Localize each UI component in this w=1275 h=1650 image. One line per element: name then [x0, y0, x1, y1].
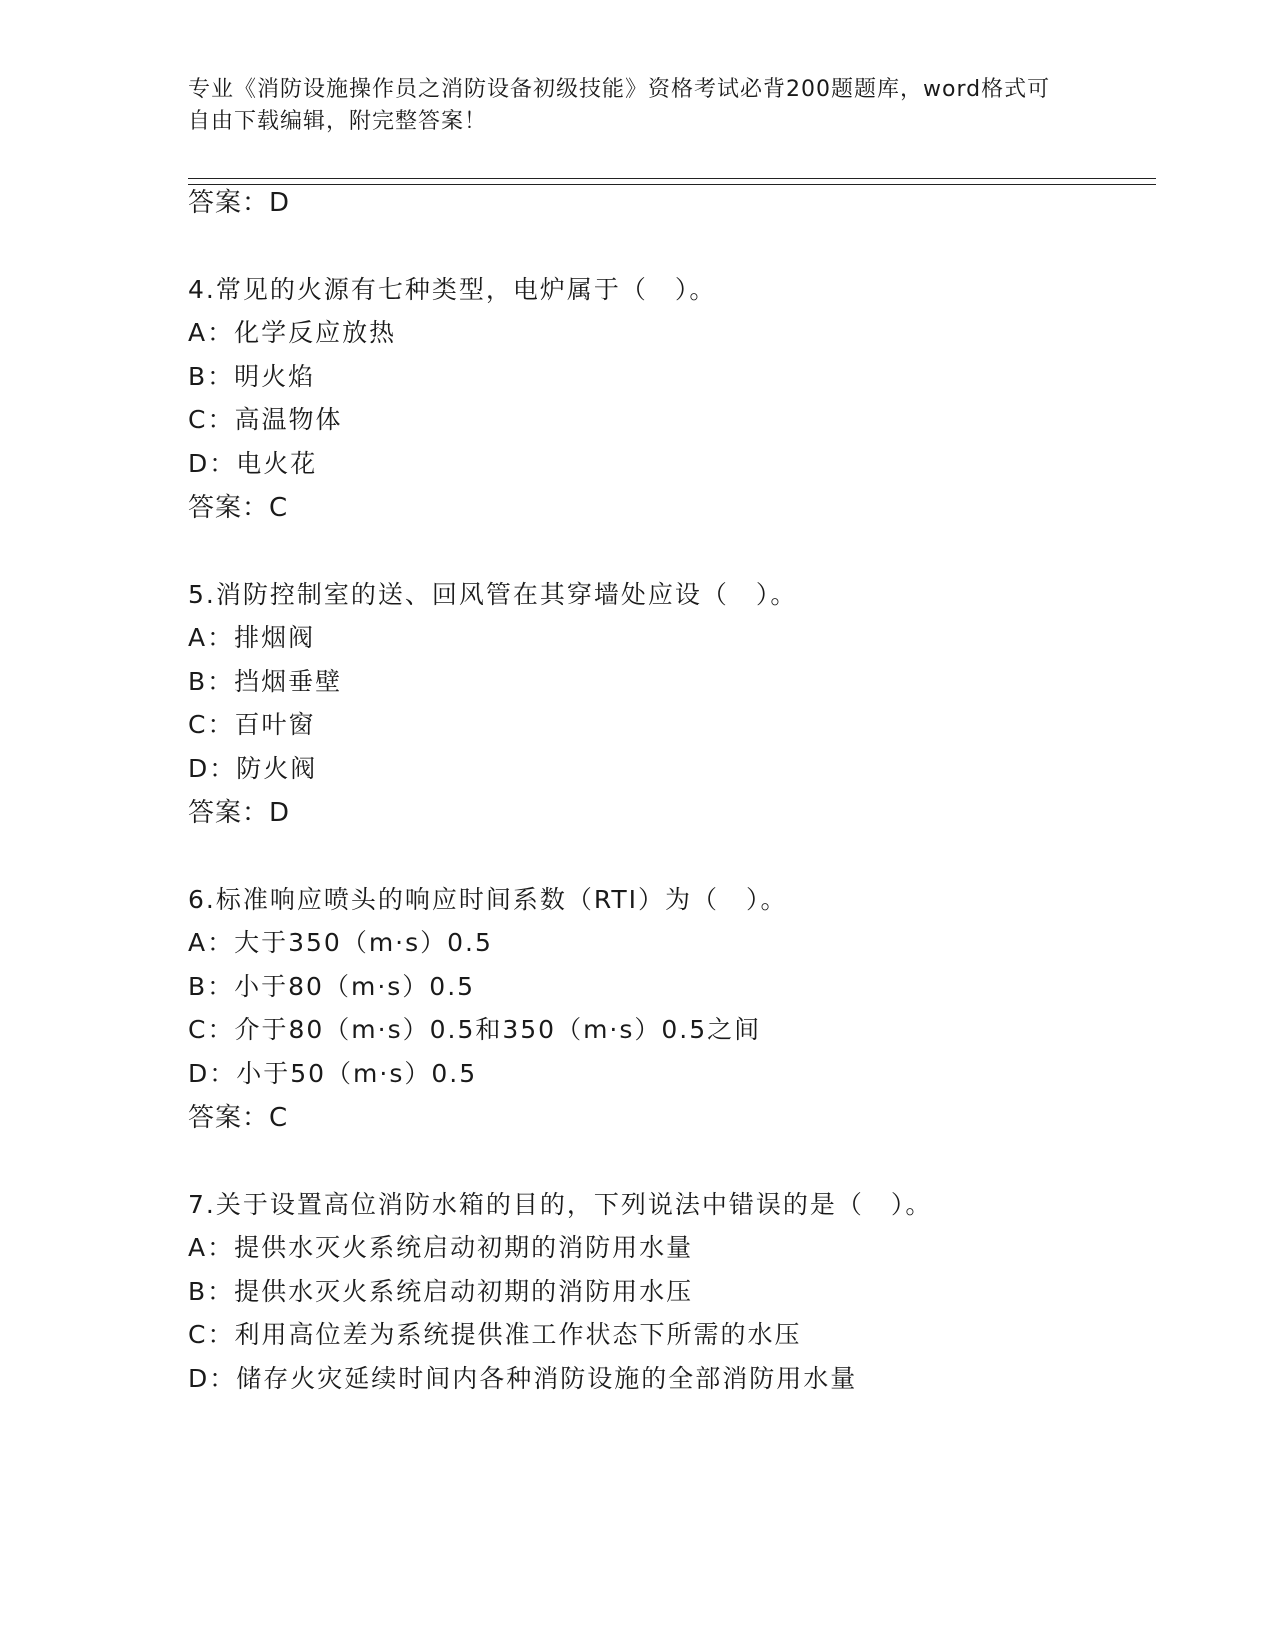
question-7-option-c: C：利用高位差为系统提供准工作状态下所需的水压 — [188, 1320, 802, 1349]
question-6-stem: 6.标准响应喷头的响应时间系数（RTI）为（ ）。 — [188, 885, 788, 914]
question-5-option-d: D：防火阀 — [188, 754, 318, 783]
question-5-option-c: C：百叶窗 — [188, 710, 316, 739]
question-4-stem: 4.常见的火源有七种类型，电炉属于（ ）。 — [188, 275, 717, 304]
question-6-option-c: C：介于80（m·s）0.5和350（m·s）0.5之间 — [188, 1015, 762, 1044]
question-4-option-a: A：化学反应放热 — [188, 318, 397, 347]
question-5-option-b: B：挡烟垂壁 — [188, 667, 343, 696]
question-5-stem: 5.消防控制室的送、回风管在其穿墙处应设（ ）。 — [188, 580, 798, 609]
question-4-answer: 答案：C — [188, 493, 289, 523]
answer-prev: 答案：D — [188, 188, 291, 218]
question-5-option-a: A：排烟阀 — [188, 623, 316, 652]
question-7-option-d: D：储存火灾延续时间内各种消防设施的全部消防用水量 — [188, 1364, 858, 1393]
question-6-option-d: D：小于50（m·s）0.5 — [188, 1059, 478, 1088]
question-7-option-b: B：提供水灭火系统启动初期的消防用水压 — [188, 1277, 694, 1306]
question-4-option-b: B：明火焰 — [188, 362, 316, 391]
question-6-answer: 答案：C — [188, 1103, 289, 1133]
document-header: 专业《消防设施操作员之消防设备初级技能》资格考试必背200题题库，word格式可自由下载编辑，附完整答案！ — [188, 77, 1051, 134]
question-6-option-b: B：小于80（m·s）0.5 — [188, 972, 476, 1001]
question-7-option-a: A：提供水灭火系统启动初期的消防用水量 — [188, 1233, 694, 1262]
question-4-option-c: C：高温物体 — [188, 405, 343, 434]
question-7-stem: 7.关于设置高位消防水箱的目的，下列说法中错误的是（ ）。 — [188, 1190, 933, 1219]
question-6-option-a: A：大于350（m·s）0.5 — [188, 928, 493, 957]
question-4-option-d: D：电火花 — [188, 449, 318, 478]
header-divider-second — [188, 184, 1156, 185]
header-divider — [188, 178, 1156, 179]
question-5-answer: 答案：D — [188, 798, 291, 828]
